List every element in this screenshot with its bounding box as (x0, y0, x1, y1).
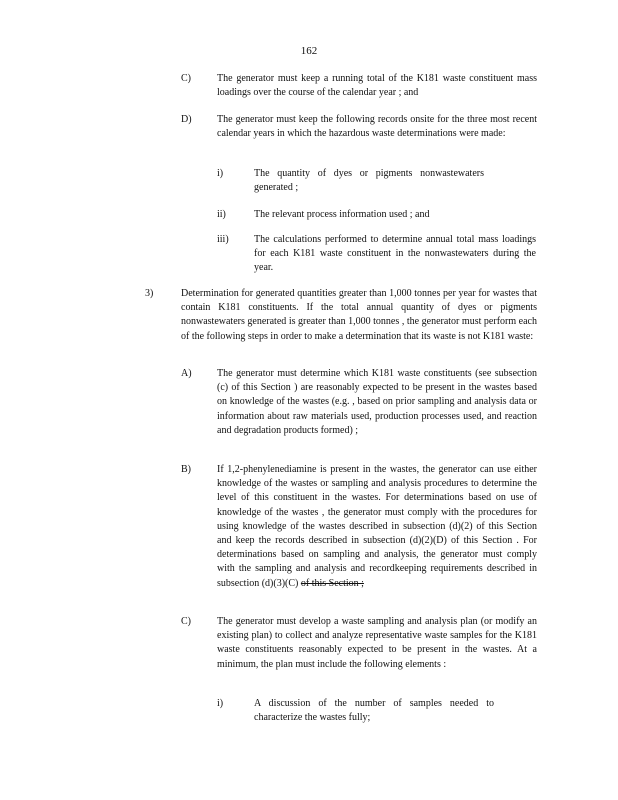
item-text-wrapper (217, 463, 537, 591)
item-text: If 1,2-phenylenediamine is present in the wastes, the generator can use either knowledge of the wastes or sampling and analysis procedures to determine the level of this constituent in the wastes. For determinations based on use of knowledge of the wastes , the generator must comply with the procedures for using knowledge of the wastes described in subsection (d)(2) of this Section and keep the records described in subsection (d)(2)(D) of this Section . For determinations based on sampling and analysis, the generator must comply with the sampling and analysis and recordkeeping requirements described in subsection (d)(3)(C) (217, 464, 537, 589)
item-text: The generator must develop a waste sampling and analysis plan (or modify an existing plan) to collect and analyze representative waste samples for the K181 waste constituents reasonably expected to be present in the wastes. At a minimum, the plan must include the following elements : (217, 616, 537, 670)
page-number: 162 (300, 45, 318, 57)
list-item-3a (0, 367, 618, 453)
item-label: B) (181, 464, 191, 475)
item-text: The relevant process information used ; and (254, 209, 430, 220)
item-text: A discussion of the number of samples needed to characterize the wastes fully; (254, 698, 494, 724)
item-label: iii) (217, 234, 229, 245)
item-text: The generator must determine which K181 waste constituents (see subsection (c) of this Section ) are reasonably expected to be present in the wastes based on knowledge of the wastes (e.g. , based on prior sampling and analysis data or information about raw materials used, production processes used, and reaction and degradation products formed) ; (217, 368, 537, 436)
list-item-d-records (0, 113, 618, 157)
list-item-c-running-total (0, 72, 618, 102)
list-item-3c (0, 615, 618, 687)
item-label: ii) (217, 209, 226, 220)
item-label: i) (217, 698, 224, 709)
section-3-determination (0, 287, 618, 359)
item-text: Determination for generated quantities greater than 1,000 tonnes per year for wastes that contain K181 constituents. If the total annual quantity of dyes or pigments nonwastewaters generated is greater than 1,000 tonnes , the generator must perform each of the following steps in order to make a determination that its waste is not K181 waste: (181, 288, 537, 342)
item-text: The calculations performed to determine annual total mass loadings for each K181 waste constituent in the nonwastewaters during the year. (254, 234, 536, 274)
item-label: i) (217, 168, 224, 179)
item-text: The generator must keep the following records onsite for the three most recent calendar years in which the hazardous waste determinations were made: (217, 114, 537, 140)
list-item-3c-i (0, 697, 618, 727)
list-item-d-ii (0, 208, 618, 224)
list-item-d-i (0, 167, 618, 197)
item-label: C) (181, 616, 191, 627)
struck-text: of this Section ; (300, 577, 364, 589)
item-text: The quantity of dyes or pigments nonwastewaters generated ; (254, 168, 484, 194)
item-label: 3) (145, 288, 154, 299)
item-label: A) (181, 368, 192, 379)
item-text: The generator must keep a running total of the K181 waste constituent mass loadings over the course of the calendar year ; and (217, 73, 537, 99)
item-label: C) (181, 73, 191, 84)
list-item-d-iii (0, 233, 618, 277)
item-label: D) (181, 114, 192, 125)
list-item-3b (0, 463, 618, 605)
